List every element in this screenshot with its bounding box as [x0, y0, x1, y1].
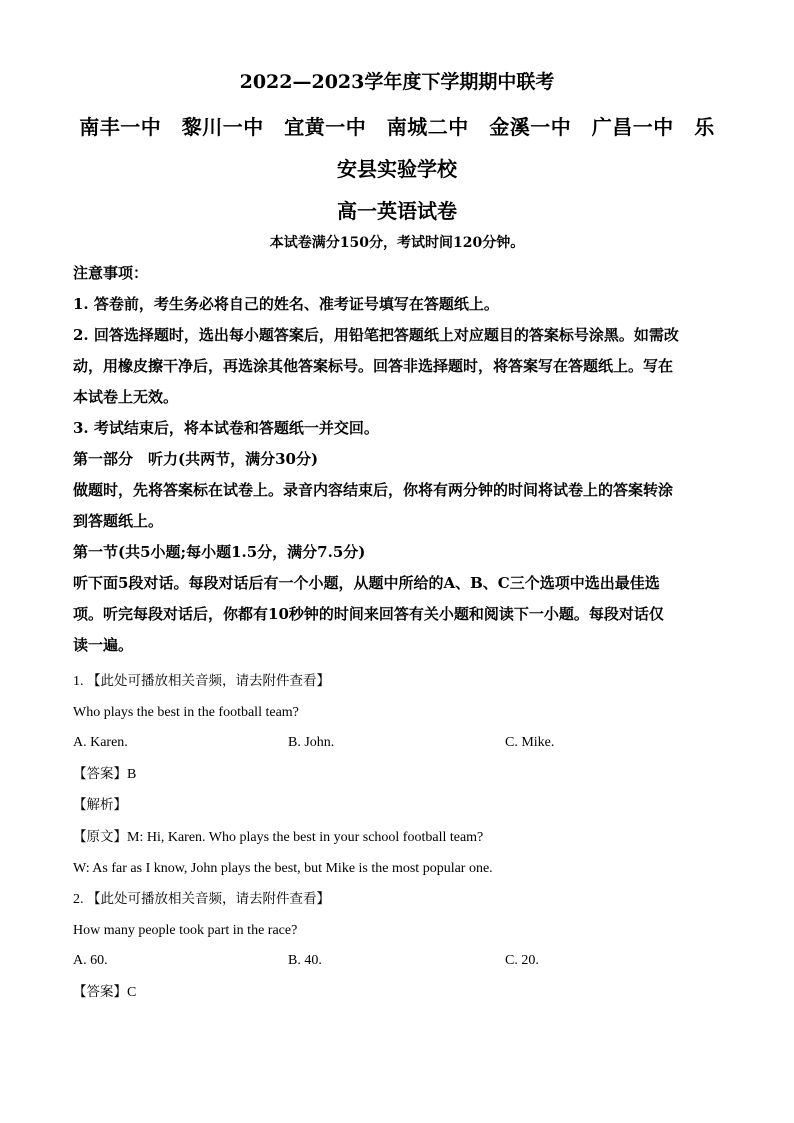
question-1-option-c: C. Mike.	[505, 735, 555, 750]
exam-title: 高一英语试卷	[337, 199, 457, 223]
schools-line-2: 安县实验学校	[337, 157, 457, 181]
question-2-audio	[73, 889, 330, 910]
analysis-tag: 【解析】	[73, 797, 127, 813]
section1-line-2: 项。听完每段对话后，你都有10秒钟的时间来回答有关小题和阅读下一小题。每段对话仅	[73, 605, 664, 623]
note-item-2-line-1: 2. 回答选择题时，选出每小题答案后，用铅笔把答题纸上对应题目的答案标号涂黑。如需改	[73, 326, 679, 344]
question-2-option-a: A. 60.	[73, 953, 108, 968]
question-1-transcript-line-2: W: As far as I know, John plays the best, but Mike is the most popular one.	[73, 861, 493, 876]
part1-desc-line-2: 到答题纸上。	[73, 512, 164, 530]
question-2-number: 2.	[73, 892, 84, 907]
section1-heading: 第一节(共5小题;每小题1.5分，满分7.5分)	[73, 543, 366, 561]
question-1-answer	[73, 764, 136, 785]
part1-heading: 第一部分 听力(共两节，满分30分)	[73, 450, 319, 468]
year-title: 2022—2023学年度下学期期中联考	[239, 71, 555, 93]
source-tag: 【原文】	[73, 829, 127, 845]
note-item-1: 1. 答卷前，考生务必将自己的姓名、准考证号填写在答题纸上。	[73, 295, 499, 313]
answer-tag: 【答案】	[73, 984, 127, 1000]
schools-line-1: 南丰一中 黎川一中 宜黄一中 南城二中 金溪一中 广昌一中 乐	[79, 115, 715, 139]
notes-heading: 注意事项：	[73, 264, 149, 282]
note-item-3: 3. 考试结束后，将本试卷和答题纸一并交回。	[73, 419, 379, 437]
part1-desc-line-1: 做题时，先将答案标在试卷上。录音内容结束后，你将有两分钟的时间将试卷上的答案转涂	[73, 481, 674, 499]
question-1-option-a: A. Karen.	[73, 735, 128, 750]
question-2-option-b: B. 40.	[288, 953, 322, 968]
question-2-option-c: C. 20.	[505, 953, 539, 968]
question-1-number: 1.	[73, 674, 84, 689]
answer-value: C	[127, 985, 137, 1000]
question-1-option-b: B. John.	[288, 735, 335, 750]
question-2-answer	[73, 982, 136, 1003]
notes-block	[73, 258, 723, 661]
section1-line-3: 读一遍。	[73, 636, 134, 654]
question-1-analysis	[73, 795, 127, 816]
question-1-audio-note[interactable]: 【此处可播放相关音频，请去附件查看】	[87, 673, 330, 689]
question-2-text: How many people took part in the race?	[73, 923, 298, 938]
question-1-transcript-line-1	[73, 827, 483, 848]
question-2-audio-note[interactable]: 【此处可播放相关音频，请去附件查看】	[87, 891, 330, 907]
note-item-2-line-2: 动，用橡皮擦干净后，再选涂其他答案标号。回答非选择题时，将答案写在答题纸上。写在	[73, 357, 674, 375]
section1-line-1: 听下面5段对话。每段对话后有一个小题，从题中所给的A、B、C三个选项中选出最佳选	[73, 574, 660, 592]
answer-tag: 【答案】	[73, 766, 127, 782]
question-1-audio	[73, 671, 330, 692]
note-item-2-line-3: 本试卷上无效。	[73, 388, 179, 406]
question-1-text: Who plays the best in the football team?	[73, 705, 299, 720]
exam-info: 本试卷满分150分，考试时间120分钟。	[269, 235, 525, 251]
transcript-text: M: Hi, Karen. Who plays the best in your school football team?	[127, 830, 484, 845]
answer-value: B	[127, 767, 137, 782]
